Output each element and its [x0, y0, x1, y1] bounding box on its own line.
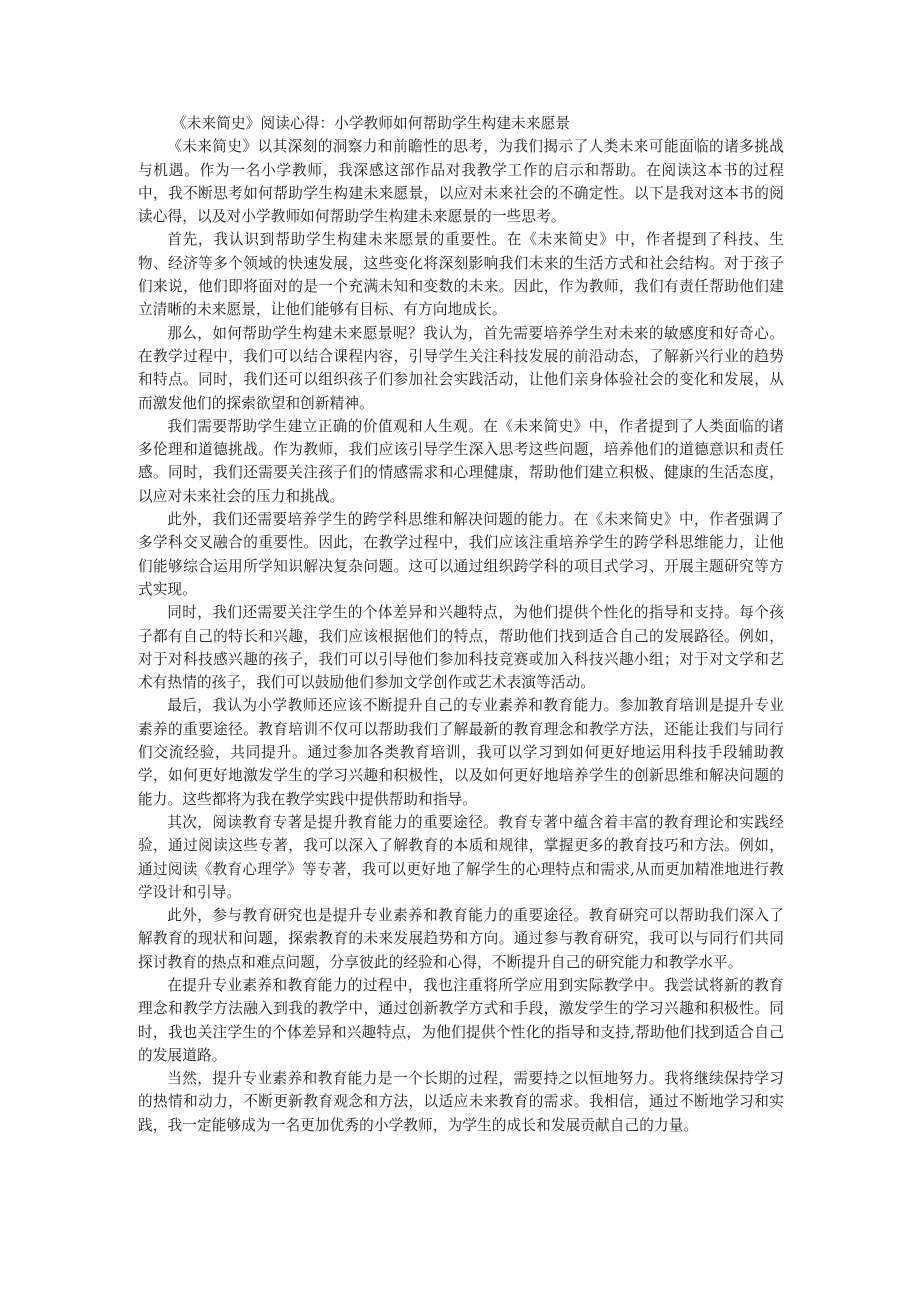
- paragraph-7: 最后，我认为小学教师还应该不断提升自己的专业素养和教育能力。参加教育培训是提升专业素养的重要途径。教育培训不仅可以帮助我们了解最新的教育理念和教学方法，还能让我们与同行们交流经验，共同提升。通过参加各类教育培训，我可以学习到如何更好地运用科技手段辅助教学，如何更好地激发学生的学习兴趣和积极性，以及如何更好地培养学生的创新思维和解决问题的能力。这些都将为我在教学实践中提供帮助和指导。: [138, 697, 784, 808]
- paragraph-2: 首先，我认识到帮助学生构建未来愿景的重要性。在《未来简史》中，作者提到了科技、生物、经济等多个领域的快速发展，这些变化将深刻影响我们未来的生活方式和社会结构。对于孩子们来说，他们即将面对的是一个充满未知和变数的未来。因此，作为教师，我们有责任帮助他们建立清晰的未来愿景，让他们能够有目标、有方向地成长。: [138, 231, 784, 319]
- paragraph-9: 此外，参与教育研究也是提升专业素养和教育能力的重要途径。教育研究可以帮助我们深入了解教育的现状和问题，探索教育的未来发展趋势和方向。通过参与教育研究，我可以与同行们共同探讨教育的热点和难点问题，分享彼此的经验和心得，不断提升自己的研究能力和教学水平。: [138, 907, 784, 971]
- document-title: 《未来简史》阅读心得：小学教师如何帮助学生构建未来愿景: [172, 115, 571, 132]
- paragraph-11: 当然，提升专业素养和教育能力是一个长期的过程，需要持之以恒地努力。我将继续保持学习的热情和动力，不断更新教育观念和方法，以适应未来教育的需求。我相信，通过不断地学习和实践，我一定能够成为一名更加优秀的小学教师，为学生的成长和发展贡献自己的力量。: [138, 1070, 784, 1134]
- paragraph-1: 《未来简史》以其深刻的洞察力和前瞻性的思考，为我们揭示了人类未来可能面临的诸多挑战与机遇。作为一名小学教师，我深感这部作品对我教学工作的启示和帮助。在阅读这本书的过程中，我不断思考如何帮助学生构建未来愿景，以应对未来社会的不确定性。以下是我对这本书的阅读心得，以及对小学教师如何帮助学生构建未来愿景的一些思考。: [138, 138, 784, 226]
- document-page: [138, 112, 784, 1137]
- paragraph-10: 在提升专业素养和教育能力的过程中，我也注重将所学应用到实际教学中。我尝试将新的教育理念和教学方法融入到我的教学中，通过创新教学方式和手段，激发学生的学习兴趣和积极性。同时，我也关注学生的个体差异和兴趣特点，为他们提供个性化的指导和支持,帮助他们找到适合自己的发展道路。: [138, 976, 784, 1064]
- paragraph-4: 我们需要帮助学生建立正确的价值观和人生观。在《未来简史》中，作者提到了人类面临的诸多伦理和道德挑战。作为教师，我们应该引导学生深入思考这些问题，培养他们的道德意识和责任感。同时，我们还需要关注孩子们的情感需求和心理健康，帮助他们建立积极、健康的生活态度，以应对未来社会的压力和挑战。: [138, 417, 784, 505]
- paragraph-5: 此外，我们还需要培养学生的跨学科思维和解决问题的能力。在《未来简史》中，作者强调了多学科交叉融合的重要性。因此，在教学过程中，我们应该注重培养学生的跨学科思维能力，让他们能够综合运用所学知识解决复杂问题。这可以通过组织跨学科的项目式学习、开展主题研究等方式实现。: [138, 511, 784, 598]
- paragraph-3: 那么，如何帮助学生构建未来愿景呢？我认为，首先需要培养学生对未来的敏感度和好奇心。在教学过程中，我们可以结合课程内容，引导学生关注科技发展的前沿动态，了解新兴行业的趋势和特点。同时，我们还可以组织孩子们参加社会实践活动，让他们亲身体验社会的变化和发展，从而激发他们的探索欲望和创新精神。: [138, 324, 784, 412]
- paragraph-6: 同时，我们还需要关注学生的个体差异和兴趣特点，为他们提供个性化的指导和支持。每个孩子都有自己的特长和兴趣，我们应该根据他们的特点，帮助他们找到适合自己的发展路径。例如，对于对科技感兴趣的孩子，我们可以引导他们参加科技竞赛或加入科技兴趣小组；对于对文学和艺术有热情的孩子，我们可以鼓励他们参加文学创作或艺术表演等活动。: [138, 604, 784, 692]
- paragraph-8: 其次，阅读教育专著是提升教育能力的重要途径。教育专著中蕴含着丰富的教育理论和实践经验，通过阅读这些专著，我可以深入了解教育的本质和规律，掌握更多的教育技巧和方法。例如，通过阅读《教育心理学》等专著，我可以更好地了解学生的心理特点和需求,从而更加精准地进行教学设计和引导。: [138, 813, 784, 901]
